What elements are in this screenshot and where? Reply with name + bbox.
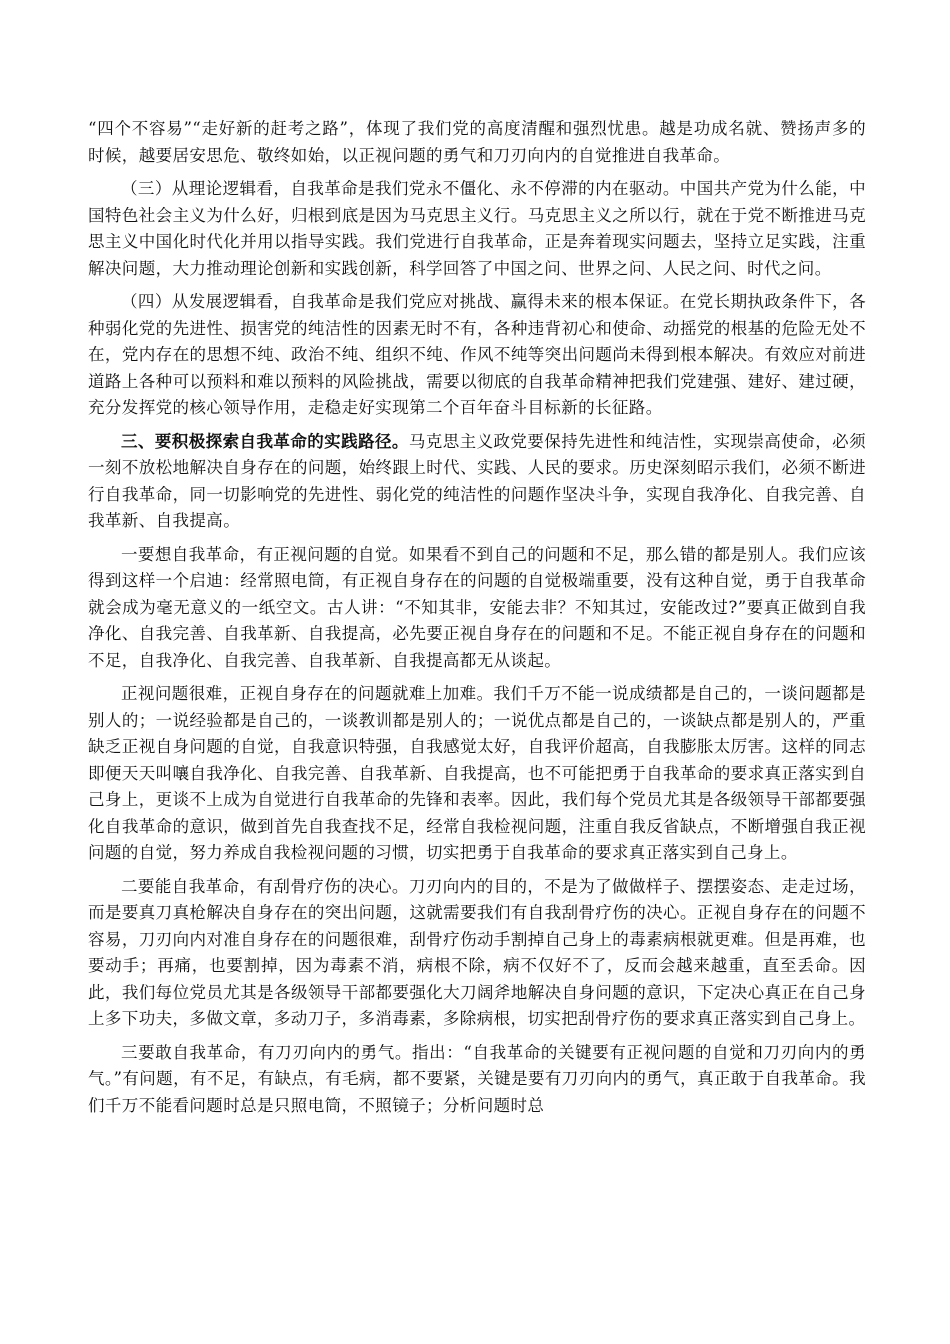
paragraph-text: （三）从理论逻辑看，自我革命是我们党永不僵化、永不停滞的内在驱动。中国共产党为什么能，中国特色社会主义为什么好，归根到底是因为马克思主义行。马克思主义之所以行，就在于党不断推进马克思主义中国化时代化并用以指导实践。我们党进行自我革命，正是奔着现实问题去，坚持立足实践，注重解决问题，大力推动理论创新和实践创新，科学回答了中国之问、世界之问、人民之问、时代之问。 xyxy=(88,179,866,278)
document-body xyxy=(88,116,866,1126)
paragraph-text: “四个不容易”“走好新的赶考之路”，体现了我们党的高度清醒和强烈忧患。越是功成名就、赞扬声多的时候，越要居安思危、敬终如始，以正视问题的勇气和刀刃向内的自觉推进自我革命。 xyxy=(88,119,866,165)
paragraph-point-one xyxy=(88,542,866,675)
section-heading: 三、要积极探索自我革命的实践路径。 xyxy=(121,431,409,451)
paragraph-text: 马克思主义政党要保持先进性和纯洁性，实现崇高使命，必须一刻不放松地解决自身存在的问题，始终跟上时代、实践、人民的要求。历史深刻昭示我们，必须不断进行自我革命，同一切影响党的先进性、弱化党的纯洁性的问题作坚决斗争，实现自我净化、自我完善、自我革新、自我提高。 xyxy=(88,431,866,530)
paragraph-text: 三要敢自我革命，有刀刃向内的勇气。指出：“自我革命的关键要有正视问题的自觉和刀刃向内的勇气。”有问题，有不足，有缺点，有毛病，都不要紧，关键是要有刀刃向内的勇气，真正敢于自我革命。我们千万不能看问题时总是只照电筒，不照镜子；分析问题时总 xyxy=(88,1042,866,1115)
paragraph-section-four-development xyxy=(88,289,866,422)
paragraph-continuation xyxy=(88,116,866,169)
paragraph-point-one-detail xyxy=(88,681,866,867)
paragraph-point-two xyxy=(88,874,866,1033)
paragraph-section-three-theory xyxy=(88,176,866,282)
paragraph-text: 正视问题很难，正视自身存在的问题就难上加难。我们千万不能一说成绩都是自己的，一谈问题都是别人的；一说经验都是自己的，一谈教训都是别人的；一说优点都是自己的，一谈缺点都是别人的，严重缺乏正视自身问题的自觉，自我意识特强，自我感觉太好，自我评价超高，自我膨胀太厉害。这样的同志即便天天叫嚷自我净化、自我完善、自我革新、自我提高，也不可能把勇于自我革命的要求真正落实到自己身上，更谈不上成为自觉进行自我革命的先锋和表率。因此，我们每个党员尤其是各级领导干部都要强化自我革命的意识，做到首先自我查找不足，经常自我检视问题，注重自我反省缺点，不断增强自我正视问题的自觉，努力养成自我检视问题的习惯，切实把勇于自我革命的要求真正落实到自己身上。 xyxy=(88,684,866,862)
paragraph-text: 一要想自我革命，有正视问题的自觉。如果看不到自己的问题和不足，那么错的都是别人。我们应该得到这样一个启迪：经常照电筒，有正视自身存在的问题的自觉极端重要，没有这种自觉，勇于自我革命就会成为毫无意义的一纸空文。古人讲：“不知其非，安能去非？不知其过，安能改过?”要真正做到自我净化、自我完善、自我革新、自我提高，必先要正视自身存在的问题和不足。不能正视自身存在的问题和不足，自我净化、自我完善、自我革新、自我提高都无从谈起。 xyxy=(88,544,866,670)
paragraph-point-three xyxy=(88,1040,866,1120)
paragraph-text: 二要能自我革命，有刮骨疗伤的决心。刀刃向内的目的，不是为了做做样子、摆摆姿态、走走过场，而是要真刀真枪解决自身存在的突出问题，这就需要我们有自我刮骨疗伤的决心。正视自身存在的问题不容易，刀刃向内对准自身存在的问题很难，刮骨疗伤动手割掉自己身上的毒素病根就更难。但是再难，也要动手；再痛，也要割掉，因为毒素不消，病根不除，病不仅好不了，反而会越来越重，直至丢命。因此，我们每位党员尤其是各级领导干部都要强化大刀阔斧地解决自身问题的意识，下定决心真正在自己身上多下功夫，多做文章，多动刀子，多消毒素，多除病根，切实把刮骨疗伤的要求真正落实到自己身上。 xyxy=(88,876,866,1028)
paragraph-text: （四）从发展逻辑看，自我革命是我们党应对挑战、赢得未来的根本保证。在党长期执政条件下，各种弱化党的先进性、损害党的纯洁性的因素无时不有，各种违背初心和使命、动摇党的根基的危险无处不在，党内存在的思想不纯、政治不纯、组织不纯、作风不纯等突出问题尚未得到根本解决。有效应对前进道路上各种可以预料和难以预料的风险挑战，需要以彻底的自我革命精神把我们党建强、建好、建过硬，充分发挥党的核心领导作用，走稳走好实现第二个百年奋斗目标新的长征路。 xyxy=(88,292,866,417)
paragraph-part-three-heading xyxy=(88,429,866,535)
